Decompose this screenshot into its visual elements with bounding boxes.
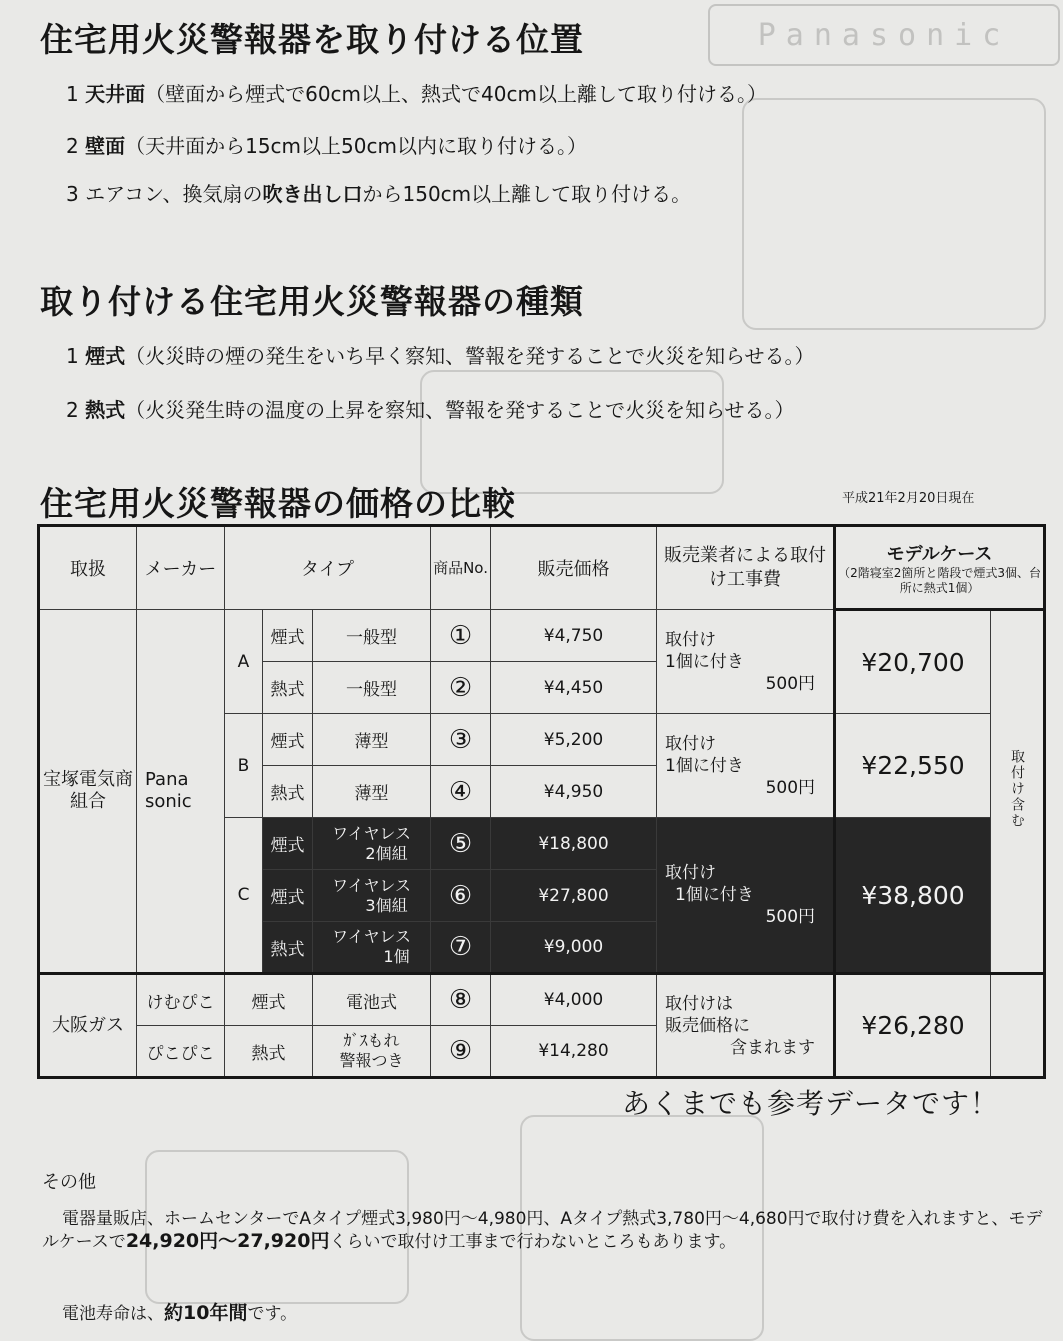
price-cell: ¥4,450: [491, 662, 657, 714]
model-cell: 一般型: [313, 662, 431, 714]
as-of-date: 平成21年2月20日現在: [842, 491, 975, 506]
header-type: タイプ: [225, 526, 431, 610]
other-heading: その他: [42, 1172, 96, 1193]
product-no-cell: ⑦: [431, 922, 491, 974]
model-cell: 一般型: [313, 610, 431, 662]
kind-cell: 煙式: [263, 714, 313, 766]
model-cell: ｶﾞｽもれ 警報つき: [313, 1026, 431, 1078]
background-ghost: [420, 370, 724, 494]
price-cell: ¥18,800: [491, 818, 657, 870]
price-cell: ¥4,750: [491, 610, 657, 662]
dealer-cell: 大阪ガス: [39, 974, 137, 1078]
maker-cell: Pana sonic: [137, 610, 225, 974]
position-item-3: 3 エアコン、換気扇の吹き出し口から150cm以上離して取り付ける。: [66, 182, 692, 206]
model-cell: 薄型: [313, 714, 431, 766]
header-dealer: 取扱: [39, 526, 137, 610]
product-no-cell: ⑨: [431, 1026, 491, 1078]
header-install-fee: 販売業者による取付け工事費: [657, 526, 835, 610]
section-heading-types: 取り付ける住宅用火災警報器の種類: [40, 282, 584, 321]
position-item-2: 2 壁面（天井面から15cm以上50cm以内に取り付ける。）: [66, 134, 587, 158]
reference-note: あくまでも参考データです！: [622, 1087, 1000, 1120]
kind-cell: 熱式: [225, 1026, 313, 1078]
position-item-1: 1 天井面（壁面から煙式で60cm以上、熱式で40cm以上離して取り付ける。）: [66, 82, 767, 106]
product-no-cell: ③: [431, 714, 491, 766]
header-product-no: 商品No.: [431, 526, 491, 610]
model-cell: ワイヤレス 3個組: [313, 870, 431, 922]
table-row: [39, 610, 1045, 662]
model-cell: 電池式: [313, 974, 431, 1026]
model-case-price: ¥38,800: [835, 818, 991, 974]
maker-cell: ぴこぴこ: [137, 1026, 225, 1078]
kind-cell: 熱式: [263, 662, 313, 714]
type-group-cell: A: [225, 610, 263, 714]
maker-cell: けむぴこ: [137, 974, 225, 1026]
install-fee-cell: 取付け 1個に付き 500円: [657, 818, 835, 974]
model-cell: ワイヤレス 1個: [313, 922, 431, 974]
section-heading-position: 住宅用火災警報器を取り付ける位置: [40, 20, 584, 59]
product-no-cell: ⑥: [431, 870, 491, 922]
install-fee-cell: 取付けは 販売価格に 含まれます: [657, 974, 835, 1078]
price-cell: ¥14,280: [491, 1026, 657, 1078]
header-price: 販売価格: [491, 526, 657, 610]
empty-cell: [991, 974, 1045, 1078]
price-cell: ¥27,800: [491, 870, 657, 922]
section-heading-price: 住宅用火災警報器の価格の比較: [40, 484, 516, 523]
header-model-case: モデルケース （2階寝室2箇所と階段で煙式3個、台所に熱式1個）: [835, 526, 1045, 610]
product-no-cell: ⑤: [431, 818, 491, 870]
type-item-1: 1 煙式（火災時の煙の発生をいち早く察知、警報を発することで火災を知らせる。）: [66, 344, 815, 368]
kind-cell: 煙式: [263, 870, 313, 922]
kind-cell: 煙式: [225, 974, 313, 1026]
model-case-price: ¥22,550: [835, 714, 991, 818]
product-no-cell: ④: [431, 766, 491, 818]
price-cell: ¥4,950: [491, 766, 657, 818]
kind-cell: 熱式: [263, 922, 313, 974]
table-row: [39, 974, 1045, 1026]
kind-cell: 煙式: [263, 818, 313, 870]
background-logo: Panasonic: [708, 4, 1060, 66]
background-ghost: [742, 98, 1046, 330]
price-cell: ¥5,200: [491, 714, 657, 766]
table-header-row: [39, 526, 1045, 610]
price-comparison-table: [37, 524, 1046, 1079]
model-cell: 薄型: [313, 766, 431, 818]
product-no-cell: ②: [431, 662, 491, 714]
included-note-cell: 取付け含む: [991, 610, 1045, 974]
install-fee-cell: 取付け 1個に付き 500円: [657, 714, 835, 818]
kind-cell: 熱式: [263, 766, 313, 818]
model-case-price: ¥26,280: [835, 974, 991, 1078]
product-no-cell: ⑧: [431, 974, 491, 1026]
install-fee-cell: 取付け 1個に付き 500円: [657, 610, 835, 714]
other-paragraph-2: 電池寿命は、約10年間です。: [62, 1302, 298, 1324]
type-item-2: 2 熱式（火災発生時の温度の上昇を察知、警報を発することで火災を知らせる。）: [66, 398, 795, 422]
model-case-price: ¥20,700: [835, 610, 991, 714]
price-cell: ¥9,000: [491, 922, 657, 974]
kind-cell: 煙式: [263, 610, 313, 662]
other-paragraph-1: 電器量販店、ホームセンターでAタイプ煙式3,980円～4,980円、Aタイプ熱式3,780円～4,680円で取付け費を入れますと、モデルケースで24,920円～27,920円くらいで取付け工事まで行わないところもあります。: [42, 1209, 1043, 1252]
product-no-cell: ①: [431, 610, 491, 662]
header-maker: メーカー: [137, 526, 225, 610]
type-group-cell: C: [225, 818, 263, 974]
model-cell: ワイヤレス 2個組: [313, 818, 431, 870]
type-group-cell: B: [225, 714, 263, 818]
price-cell: ¥4,000: [491, 974, 657, 1026]
dealer-cell: 宝塚電気商組合: [39, 610, 137, 974]
